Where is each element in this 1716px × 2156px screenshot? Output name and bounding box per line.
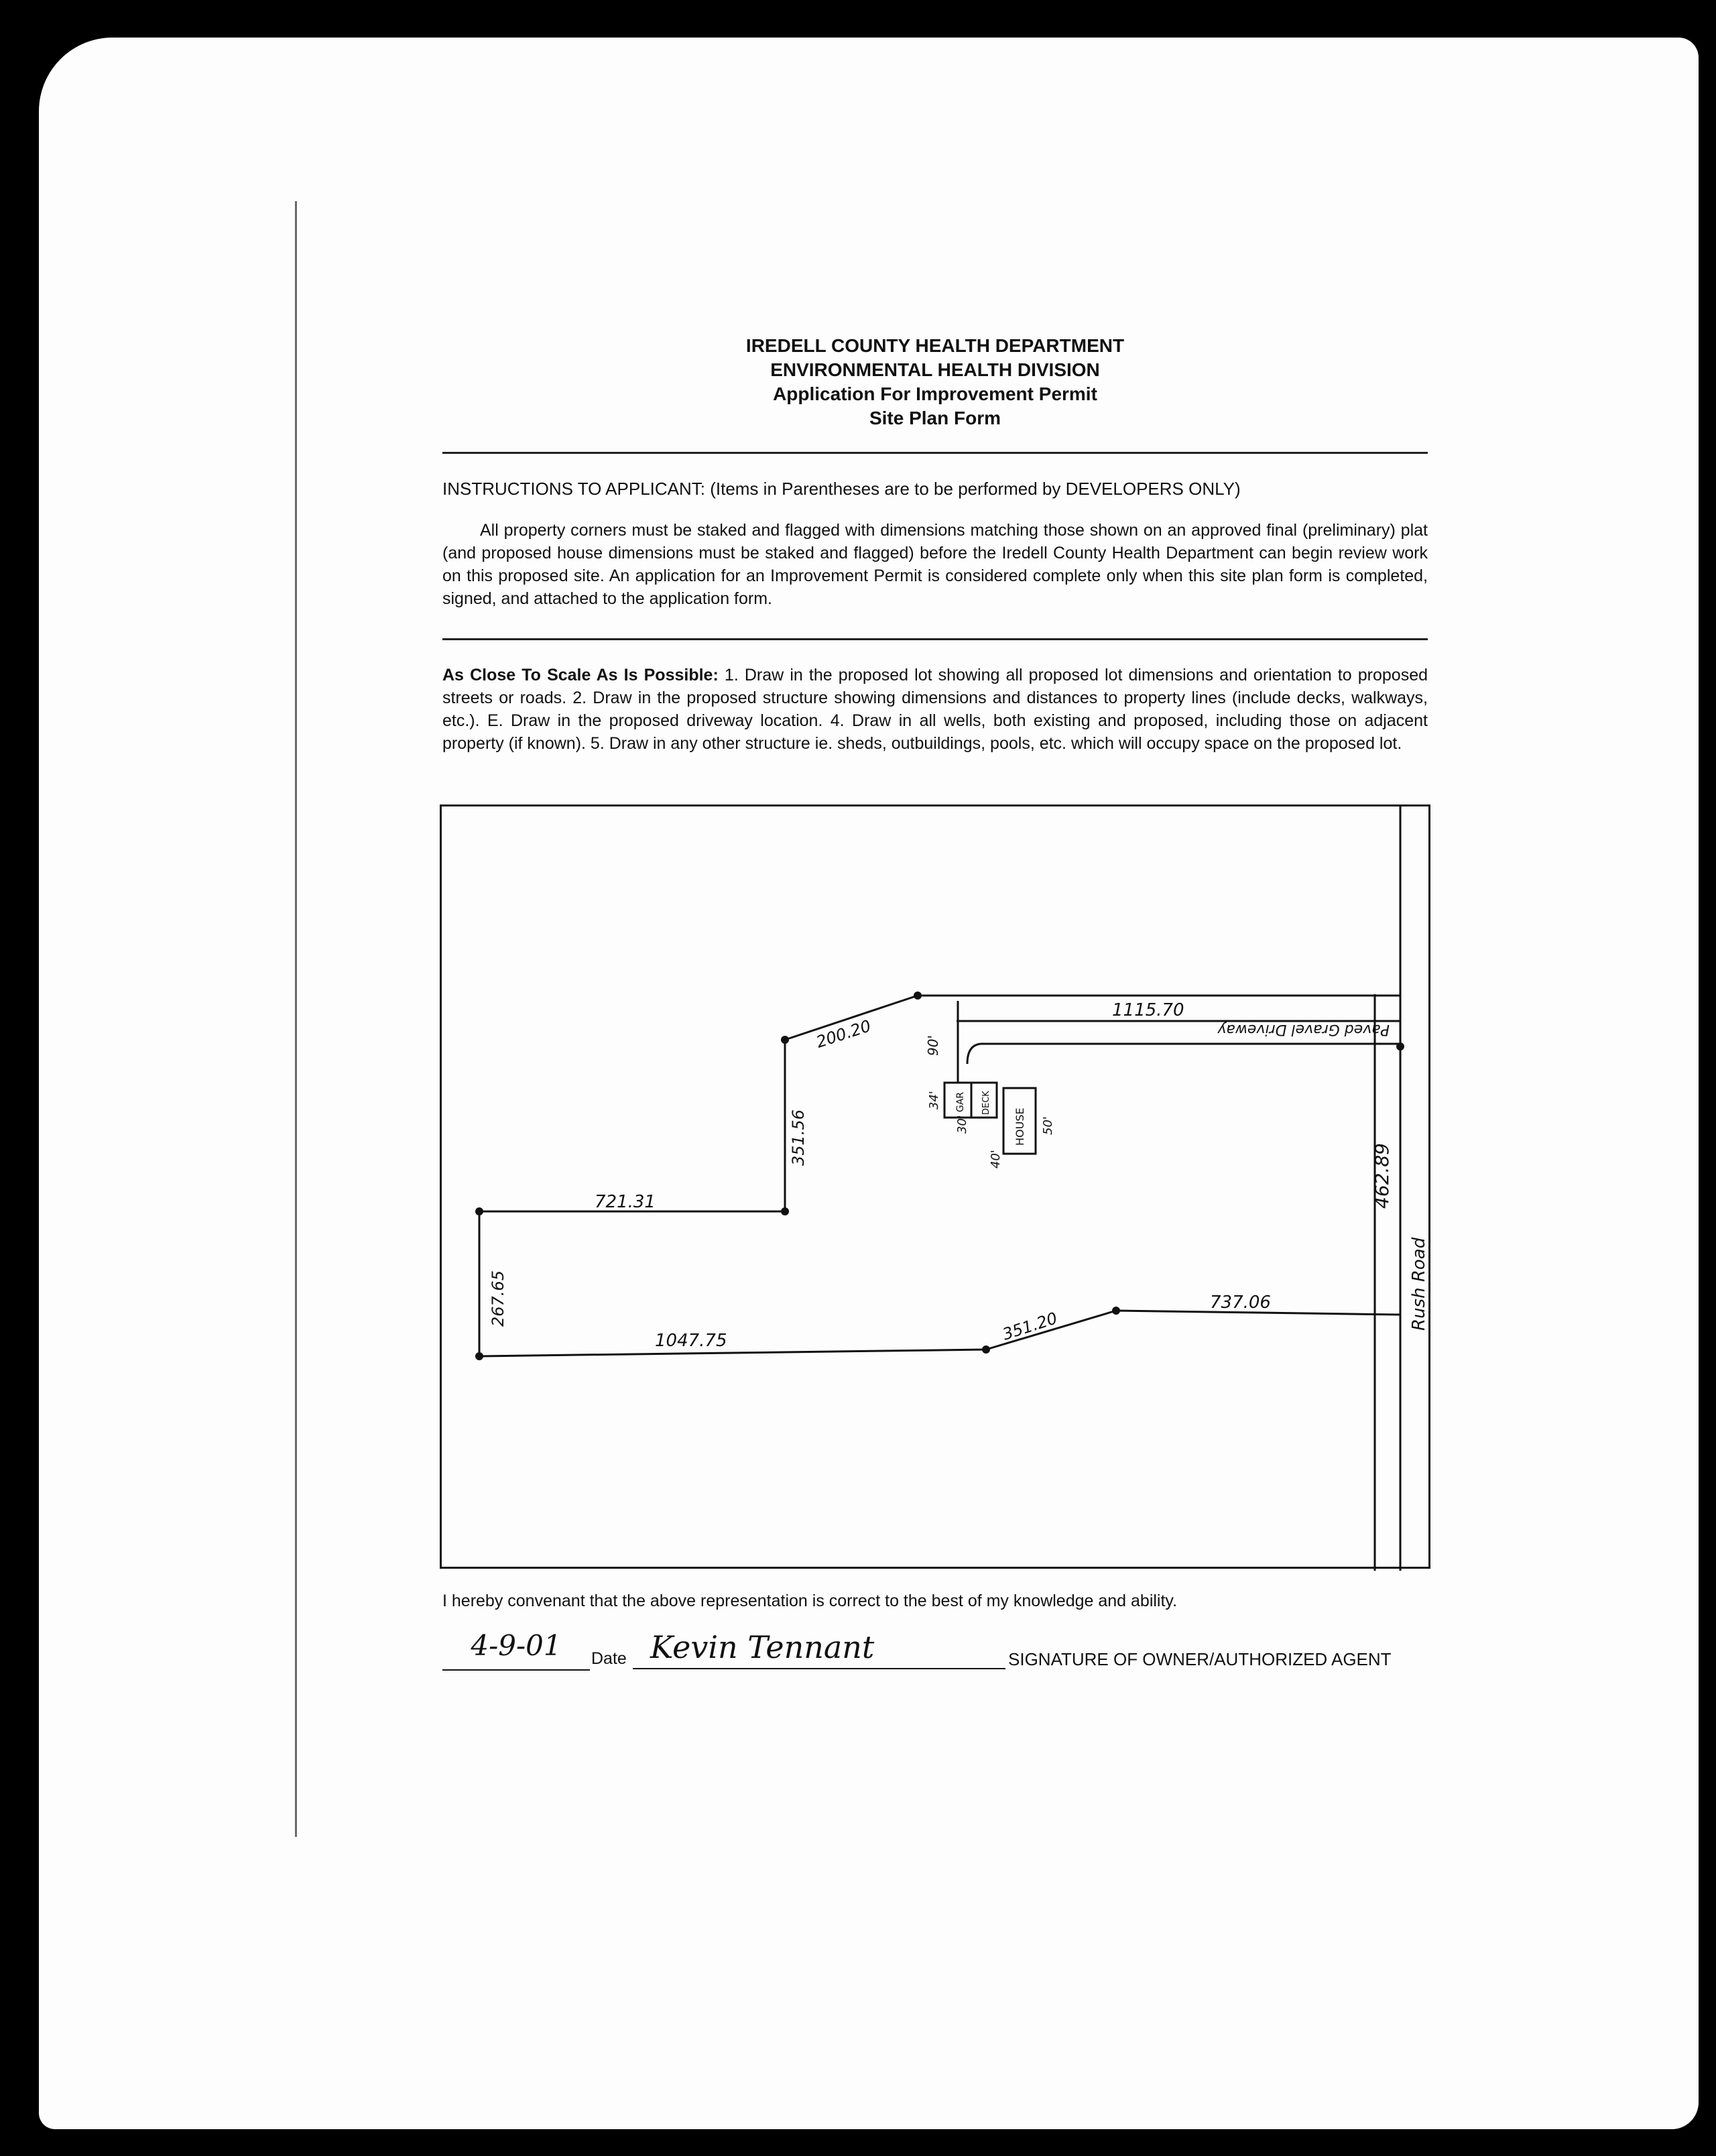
driveway-curve xyxy=(967,1044,981,1064)
lot-corner xyxy=(475,1207,483,1215)
lot-bottom-left-edge xyxy=(479,1350,986,1356)
margin-line xyxy=(295,201,297,1837)
dim-house-setback: 90' xyxy=(925,1035,941,1056)
dim-upper-vertical: 351.56 xyxy=(789,1110,808,1166)
dim-road-frontage: 462.89 xyxy=(1371,1143,1393,1209)
instructions-title: INSTRUCTIONS TO APPLICANT: (Items in Parentheses are to be performed by DEVELOPERS ONLY) xyxy=(442,479,1241,499)
lot-corner xyxy=(475,1352,483,1360)
lot-corner xyxy=(1112,1307,1120,1315)
road-label: Rush Road xyxy=(1409,1237,1429,1331)
header-line-2: ENVIRONMENTAL HEALTH DIVISION xyxy=(770,359,1100,380)
dim-garage-depth: 34' xyxy=(927,1091,941,1110)
header-line-3: Application For Improvement Permit xyxy=(773,383,1097,404)
header-line-4: Site Plan Form xyxy=(869,408,1001,428)
dim-middle-edge: 721.31 xyxy=(595,1192,656,1212)
dim-bottom-left: 1047.75 xyxy=(655,1331,727,1351)
lot-corner xyxy=(781,1036,789,1044)
scale-instructions-body: 1. Draw in the proposed lot showing all proposed lot dimensions and orientation to proposed streets or roads. 2. Draw in the proposed structure showing dimensions and distances to property lines (include decks, walkways, etc.). E. Draw in the proposed driveway location. 4. Draw in all wells, both existing and proposed, including those on adjacent property (if known). 5. Draw in any other structure ie. sheds, outbuildings, pools, etc. which will occupy space on the proposed lot. xyxy=(442,666,1428,753)
dim-upper-diagonal: 200.20 xyxy=(814,1016,873,1052)
instructions-paragraph: All property corners must be staked and flagged with dimensions matching those shown on an approved final (preliminary) plat (and proposed house dimensions must be staked and flagged) before the Iredell County Health Department can begin review work on this proposed site. An application for an Improvement Permit is considered complete only when this site plan form is completed, signed, and attached to the application form. xyxy=(442,521,1428,608)
lot-corner xyxy=(982,1345,990,1354)
lot-corner xyxy=(781,1207,789,1215)
date-label: Date xyxy=(591,1649,627,1668)
header-divider xyxy=(442,452,1428,454)
header-line-1: IREDELL COUNTY HEALTH DEPARTMENT xyxy=(745,335,1125,356)
site-plan-drawing xyxy=(442,806,1432,1571)
dim-house-depth: 50' xyxy=(1041,1116,1055,1135)
driveway-label: Paved Gravel Driveway xyxy=(1217,1021,1390,1038)
dim-house-width: 40' xyxy=(989,1150,1003,1169)
dim-bottom-right: 737.06 xyxy=(1210,1293,1271,1313)
form-header xyxy=(442,334,1428,430)
dim-left-edge: 267.65 xyxy=(489,1270,507,1327)
deck-label: DECK xyxy=(981,1091,991,1115)
lot-corner xyxy=(914,992,922,1000)
dim-garage-width: 30' xyxy=(955,1115,969,1134)
scale-instructions xyxy=(442,664,1428,755)
site-plan-box xyxy=(440,804,1430,1569)
covenant-statement: I hereby convenant that the above representation is correct to the best of my knowledge and ability. xyxy=(442,1592,1178,1610)
garage-label: GAR xyxy=(955,1091,966,1112)
scale-instructions-lead: As Close To Scale As Is Possible: xyxy=(442,666,719,684)
signature-row xyxy=(442,1629,1434,1676)
signature-field[interactable]: Kevin Tennant xyxy=(633,1629,1005,1669)
signature-label: SIGNATURE OF OWNER/AUTHORIZED AGENT xyxy=(1008,1649,1392,1669)
dim-bottom-diagonal: 351.20 xyxy=(1000,1309,1060,1344)
instructions-divider xyxy=(442,638,1428,640)
date-field[interactable]: 4-9-01 xyxy=(442,1629,590,1671)
dim-top-edge: 1115.70 xyxy=(1112,1000,1184,1020)
lot-corner xyxy=(1396,1042,1404,1051)
house-label: HOUSE xyxy=(1014,1107,1026,1146)
